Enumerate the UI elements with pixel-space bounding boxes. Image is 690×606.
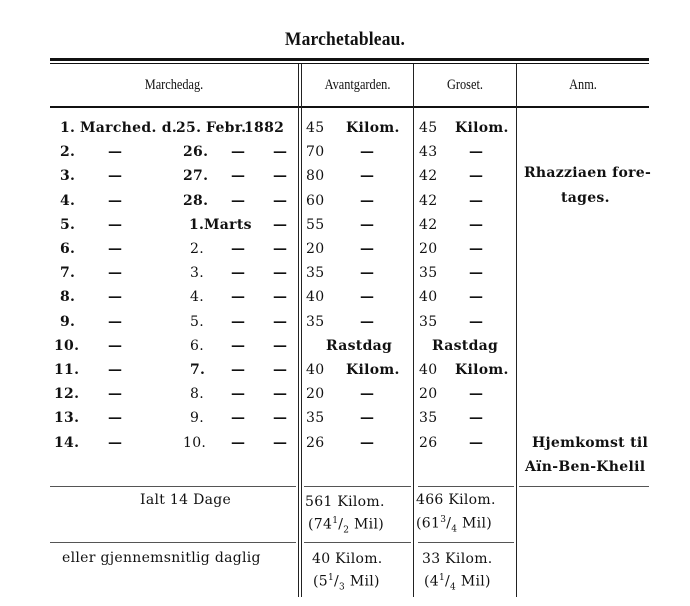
cell-mid: — [108,362,123,378]
cell-year: — [273,217,288,233]
cell-month: — [231,386,246,402]
col-divider-gros [516,64,517,597]
totals-rule-avant [304,486,411,487]
cell-num: 1. [60,120,76,136]
average-avant-km: 40 Kilom. [312,551,383,567]
cell-year: — [273,362,288,378]
cell-mid: — [108,241,123,257]
cell-gros-unit: — [469,168,484,184]
col-divider-day-double-b [301,64,302,597]
cell-mid: Marched. d. [80,120,178,136]
cell-num: 13. [54,410,80,426]
cell-avant-unit: Kilom. [346,120,400,136]
cell-year: — [273,241,288,257]
cell-avant-km: 60 [306,193,325,209]
header-vanguard: Avantgarden. [324,77,391,93]
cell-num: 4. [60,193,76,209]
cell-gros-unit: — [469,217,484,233]
cell-avant-unit: — [360,314,375,330]
cell-month: — [231,289,246,305]
average-avant-mil-den: 3 [339,582,346,593]
cell-mid: — [108,314,123,330]
cell-gros-km: 20 [419,241,438,257]
cell-num: 9. [60,314,76,330]
cell-gros-unit: — [469,435,484,451]
cell-avant-km: 40 [306,362,325,378]
cell-gros-km: 43 [419,144,438,160]
cell-gros-km: 40 [419,362,438,378]
cell-month: — [231,193,246,209]
cell-gros-unit: — [469,265,484,281]
totals-avant-mil-unit: Mil) [354,516,384,533]
totals-rule-gros [418,486,514,487]
cell-month: — [231,168,246,184]
average-gros-mil-num: 1 [438,573,446,583]
top-rule-thick [50,58,649,61]
cell-gros-unit: — [469,410,484,426]
average-gros-mil: ($4^1/_4$ Mil) [424,573,491,593]
header-main-body: Groset. [447,77,483,93]
cell-avant-unit: Kilom. [346,362,400,378]
totals-gros-mil-whole: (61 [416,515,441,532]
cell-mid: — [108,168,123,184]
cell-avant-unit: — [360,217,375,233]
header-rule [50,106,649,108]
cell-date: 1. [189,217,205,233]
cell-gros-km: 35 [419,314,438,330]
page-title: Marchetableau. [284,29,406,50]
totals-gros-mil-den: 4 [451,524,458,535]
cell-avant-km: 26 [306,435,325,451]
cell-date: 10. [183,435,207,451]
cell-avant-km: 20 [306,241,325,257]
totals-rule-left [50,486,296,487]
cell-gros-km: 42 [419,217,438,233]
cell-avant-unit: — [360,241,375,257]
cell-gros-unit: — [469,193,484,209]
totals-gros-mil: ($61^3/_4$ Mil) [416,515,492,535]
average-avant-mil-whole: (5 [313,573,328,590]
cell-month: — [231,144,246,160]
cell-month: — [231,435,246,451]
cell-avant-rest: Rastdag [326,338,393,354]
cell-gros-unit: — [469,386,484,402]
remark-raid-line1: Rhazziaen fore- [524,165,652,181]
cell-date: 2. [190,241,204,257]
remark-return-line2: Aïn-Ben-Khelil [525,459,646,475]
cell-avant-unit: — [360,386,375,402]
cell-mid: — [108,144,123,160]
average-avant-mil: ($5^1/_3$ Mil) [313,573,380,593]
totals-avant-mil-den: 2 [343,525,350,536]
cell-gros-unit: — [469,289,484,305]
cell-gros-km: 42 [419,168,438,184]
header-day: Marchedag. [144,77,204,93]
remark-return-line1: Hjemkomst til [532,435,649,451]
cell-avant-km: 55 [306,217,325,233]
cell-avant-km: 35 [306,265,325,281]
cell-month: — [231,241,246,257]
cell-date: 3. [190,265,204,281]
cell-avant-unit: — [360,265,375,281]
cell-num: 6. [60,241,76,257]
cell-year: — [273,386,288,402]
cell-avant-unit: — [360,144,375,160]
cell-date: 9. [190,410,204,426]
cell-num: 10. [54,338,80,354]
cell-month: — [231,314,246,330]
totals-avant-mil: ($74^1/_2$ Mil) [308,516,384,536]
cell-year: — [273,144,288,160]
remark-raid-line2: tages. [561,190,610,206]
cell-avant-unit: — [360,168,375,184]
average-rule-left [50,542,296,543]
cell-date: 8. [190,386,204,402]
cell-year: — [273,265,288,281]
cell-gros-km: 45 [419,120,438,136]
cell-month: — [231,410,246,426]
average-gros-mil-unit: Mil) [460,573,491,590]
average-avant-mil-num: 1 [327,573,335,583]
cell-year: — [273,435,288,451]
cell-avant-km: 35 [306,314,325,330]
average-rule-avant [304,542,411,543]
cell-mid: — [108,217,123,233]
cell-gros-unit: — [469,314,484,330]
cell-gros-km: 26 [419,435,438,451]
cell-date: 6. [190,338,204,354]
cell-month: — [231,362,246,378]
cell-num: 2. [60,144,76,160]
cell-avant-km: 20 [306,386,325,402]
cell-gros-unit: Kilom. [455,362,509,378]
cell-date: 25. [176,120,202,136]
average-gros-mil-whole: (4 [424,573,439,590]
cell-num: 7. [60,265,76,281]
cell-mid: — [108,410,123,426]
cell-avant-unit: — [360,289,375,305]
cell-gros-km: 35 [419,410,438,426]
cell-mid: — [108,265,123,281]
cell-month: — [231,265,246,281]
cell-mid: — [108,386,123,402]
totals-avant-km: 561 Kilom. [305,494,385,510]
cell-gros-unit: — [469,144,484,160]
cell-month: Febr. [206,120,247,136]
cell-gros-unit: Kilom. [455,120,509,136]
cell-gros-km: 42 [419,193,438,209]
cell-date: 7. [190,362,206,378]
cell-num: 8. [60,289,76,305]
totals-avant-mil-whole: (74 [308,516,333,533]
cell-month: Marts [204,217,252,233]
cell-avant-km: 80 [306,168,325,184]
cell-year: — [273,338,288,354]
cell-num: 11. [54,362,80,378]
totals-label: Ialt 14 Dage [140,492,232,508]
cell-avant-km: 70 [306,144,325,160]
top-rule-thin [50,63,649,64]
cell-date: 27. [183,168,209,184]
cell-month: — [231,338,246,354]
cell-year: — [273,314,288,330]
cell-date: 28. [183,193,209,209]
col-divider-day-double-a [298,64,299,597]
cell-mid: — [108,435,123,451]
cell-year: — [273,168,288,184]
cell-num: 3. [60,168,76,184]
average-label: eller gjennemsnitlig daglig [62,550,261,566]
cell-avant-km: 45 [306,120,325,136]
col-divider-avant [413,64,414,597]
header-remarks: Anm. [569,77,597,93]
cell-year: — [273,193,288,209]
cell-gros-rest: Rastdag [432,338,499,354]
cell-year: — [273,410,288,426]
totals-gros-km: 466 Kilom. [416,492,496,508]
cell-avant-unit: — [360,193,375,209]
cell-gros-km: 40 [419,289,438,305]
cell-year: 1882 [244,120,285,136]
cell-num: 14. [54,435,80,451]
cell-date: 4. [190,289,204,305]
average-rule-gros [418,542,514,543]
cell-avant-unit: — [360,435,375,451]
average-gros-km: 33 Kilom. [422,551,493,567]
cell-date: 26. [183,144,209,160]
average-avant-mil-unit: Mil) [349,573,380,590]
cell-avant-km: 35 [306,410,325,426]
totals-gros-mil-num: 3 [440,515,447,525]
cell-num: 5. [60,217,76,233]
cell-mid: — [108,289,123,305]
totals-rule-remarks [519,486,649,487]
cell-gros-km: 35 [419,265,438,281]
cell-year: — [273,289,288,305]
cell-avant-km: 40 [306,289,325,305]
cell-gros-km: 20 [419,386,438,402]
cell-num: 12. [54,386,80,402]
average-gros-mil-den: 4 [450,582,457,593]
totals-gros-mil-unit: Mil) [462,515,492,532]
totals-avant-mil-num: 1 [332,516,339,526]
cell-mid: — [108,338,123,354]
cell-avant-unit: — [360,410,375,426]
cell-mid: — [108,193,123,209]
cell-gros-unit: — [469,241,484,257]
cell-date: 5. [190,314,204,330]
